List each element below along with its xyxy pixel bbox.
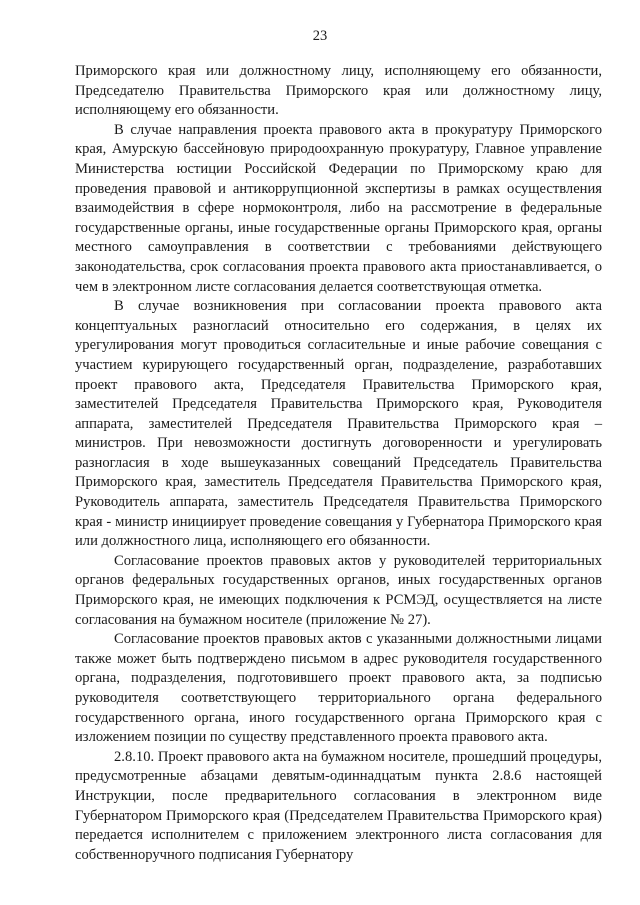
paragraph-disagreements: В случае возникновения при согласовании проекта правового акта концептуальных разногласий относительно его содержания, в целях их урегулирования могут проводиться согласительные и иные рабочие совещания с участием курирующего государственный орган, подразделение, разработавших проект правового акта, Председателя Правительства Приморского края, заместителей Председателя Правительства Приморского края, Руководителя аппарата, заместителей Председателя Правительства Приморского края – министров. При невозможности достигнуть договоренности и урегулировать разногласия в ходе вышеуказанных совещаний Председатель Правительства Приморского края, заместитель Председателя Правительства Приморского края, Руководитель аппарата, заместитель Председателя Правительства Приморского края - министр инициирует проведение совещания у Губернатора Приморского края или должностного лица, исполняющего его обязанности. [75,298,602,550]
document-body [75,62,602,865]
paragraph-prosecutor-review: В случае направления проекта правового акта в прокуратуру Приморского края, Амурскую бассейновую природоохранную прокуратуру, Главное управление Министерства юстиции Российской Федерации по Приморскому краю для проведения правовой и антикоррупционной экспертизы в рамках осуществления взаимодействия в сфере нормоконтроля, либо на рассмотрение в федеральные государственные органы, иные государственные органы Приморского края, органы местного самоуправления в соответствии с требованиями действующего законодательства, срок согласования проекта правового акта приостанавливается, о чем в электронном листе согласования делается соответствующая отметка. [75,121,602,295]
page-number: 23 [312,28,328,44]
paragraph-letter-confirmation: Согласование проектов правовых актов с указанными должностными лицами также может быть подтверждено письмом в адрес руководителя государственного органа, подразделения, подготовившего проект правового акта, за подписью руководителя соответствующего территориального органа федерального государственного органа, иного государственного органа Приморского края с изложением позиции по существу представленного проекта правового акта. [75,631,602,746]
paragraph-territorial-agencies: Согласование проектов правовых актов у руководителей территориальных органов федеральных государственных органов, иных государственных органов Приморского края, не имеющих подключения к РСМЭД, осуществляется на листе согласования на бумажном носителе (приложение № 27). [75,552,602,628]
paragraph-continuation: Приморского края или должностному лицу, исполняющему его обязанности, Председателю Правительства Приморского края или должностному лицу, исполняющему его обязанности. [75,63,602,119]
paragraph-2-8-10: 2.8.10. Проект правового акта на бумажном носителе, прошедший процедуры, предусмотренные абзацами девятым-одиннадцатым пункта 2.8.6 настоящей Инструкции, после предварительного согласования в электронном виде Губернатором Приморского края (Председателем Правительства Приморского края) передается исполнителем с приложением электронного листа согласования для собственноручного подписания Губернатору [75,748,602,863]
